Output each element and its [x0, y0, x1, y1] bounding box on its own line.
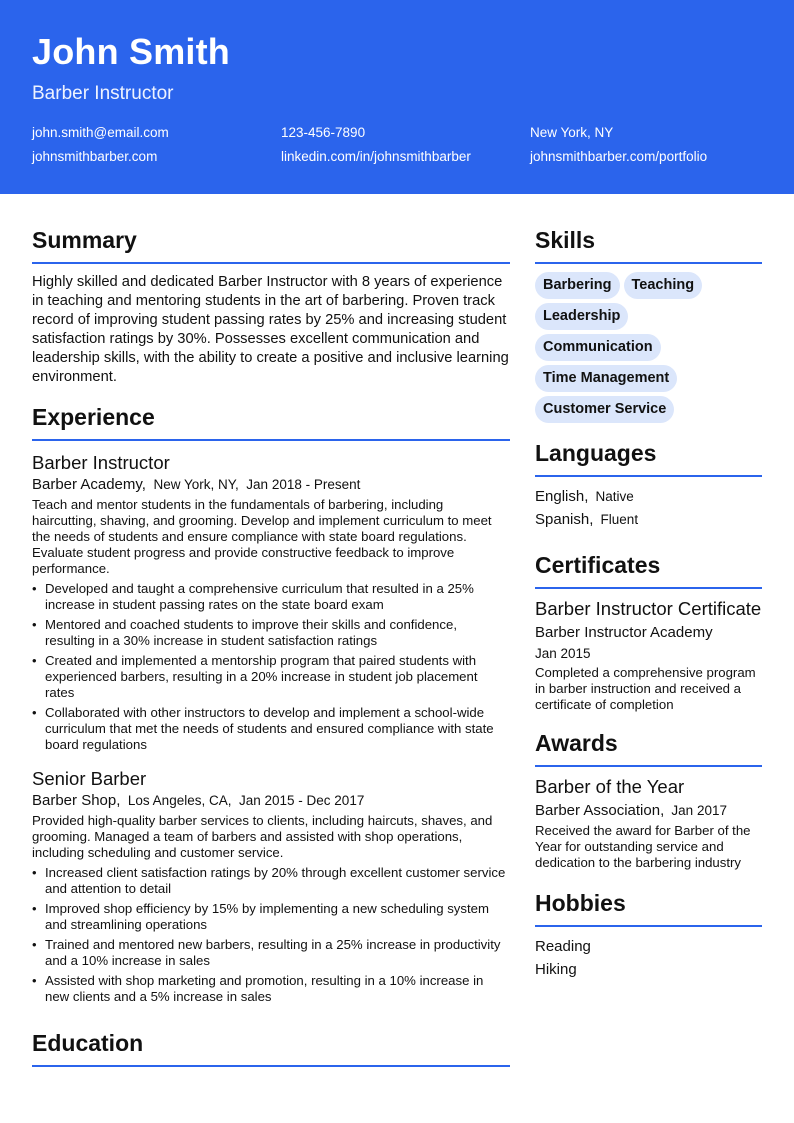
- achievement-item: • Improved shop efficiency by 15% by implementing a new scheduling system and streamlining operations: [32, 901, 510, 933]
- portfolio-link[interactable]: johnsmithbarber.com/portfolio: [530, 148, 708, 164]
- award-meta: [535, 800, 762, 822]
- languages-list: [535, 485, 762, 531]
- language-level: Native: [595, 489, 634, 504]
- achievement-item: • Developed and taught a comprehensive curriculum that resulted in a 25% increase in student passing rates on the state board exam: [32, 581, 510, 613]
- achievement-list: [32, 581, 510, 753]
- location: New York, NY: [530, 124, 614, 140]
- candidate-role: Barber Instructor: [32, 83, 174, 104]
- hobby-item: Hiking: [535, 961, 577, 978]
- experience-item: [32, 451, 510, 753]
- job-location: Los Angeles, CA,: [127, 793, 232, 808]
- award-date: Jan 2017: [671, 803, 727, 818]
- section-title: Certificates: [535, 547, 762, 589]
- section-title: Hobbies: [535, 885, 762, 927]
- experience-item: [32, 767, 510, 1005]
- hobbies-section: [535, 885, 762, 981]
- skill-chip: Barbering: [535, 272, 620, 299]
- awards-section: [535, 725, 762, 871]
- award-name: Barber of the Year: [535, 776, 685, 797]
- language-name: Spanish,: [535, 511, 594, 528]
- email-link[interactable]: john.smith@email.com: [32, 124, 169, 140]
- hobbies-list: [535, 935, 762, 981]
- certificate-name: Barber Instructor Certificate: [535, 598, 762, 619]
- company-name: Barber Shop,: [32, 792, 121, 809]
- job-dates: Jan 2018 - Present: [246, 477, 361, 492]
- linkedin-link[interactable]: linkedin.com/in/johnsmithbarber: [281, 148, 471, 164]
- job-description: Provided high-quality barber services to clients, including haircuts, shaves, and grooming. Managed a team of barbers and assisted with shop operations, including scheduling and customer service.: [32, 813, 493, 860]
- job-meta: [32, 475, 510, 495]
- achievement-item: • Mentored and coached students to improve their skills and confidence, resulting in a 30% increase in student satisfaction ratings: [32, 617, 510, 649]
- certificate-date: Jan 2015: [535, 646, 591, 661]
- section-title: Summary: [32, 222, 510, 264]
- section-title: Experience: [32, 399, 510, 441]
- certificate-description: Completed a comprehensive program in barber instruction and received a certificate of completion: [535, 665, 756, 712]
- phone-number: 123-456-7890: [281, 124, 366, 140]
- left-column: [32, 222, 510, 1067]
- language-level: Fluent: [600, 512, 639, 527]
- right-column: [535, 222, 762, 981]
- experience-section: [32, 399, 510, 1005]
- skill-chip: Leadership: [535, 303, 628, 330]
- resume-header: [0, 0, 794, 194]
- job-meta: [32, 791, 510, 811]
- section-title: Languages: [535, 435, 762, 477]
- contact-info: [32, 120, 762, 168]
- language-name: English,: [535, 488, 589, 505]
- contact-row: [32, 144, 762, 168]
- achievement-item: • Created and implemented a mentorship program that paired students with experienced barbers, resulting in a 20% increase in student job placement rates: [32, 653, 510, 701]
- certificate-issuer: Barber Instructor Academy: [535, 624, 713, 641]
- skill-chip: Customer Service: [535, 396, 674, 423]
- candidate-name: John Smith: [32, 31, 230, 72]
- achievement-list: [32, 865, 510, 1005]
- achievement-item: • Increased client satisfaction ratings by 20% through excellent customer service and attention to detail: [32, 865, 510, 897]
- skills-section: [535, 222, 762, 427]
- award-issuer: Barber Association,: [535, 802, 665, 819]
- skill-chip: Teaching: [624, 272, 703, 299]
- skill-chip: Time Management: [535, 365, 677, 392]
- section-title: Skills: [535, 222, 762, 264]
- job-location: New York, NY,: [153, 477, 239, 492]
- section-title: Awards: [535, 725, 762, 767]
- education-section: [32, 1025, 510, 1067]
- hobby-item: Reading: [535, 938, 591, 955]
- job-title: Barber Instructor: [32, 452, 170, 473]
- languages-section: [535, 435, 762, 531]
- contact-row: [32, 120, 762, 144]
- language-item: [535, 485, 762, 508]
- achievement-item: • Trained and mentored new barbers, resulting in a 25% increase in productivity and a 10% increase in sales: [32, 937, 510, 969]
- achievement-item: • Assisted with shop marketing and promotion, resulting in a 10% increase in new clients and a 5% increase in sales: [32, 973, 510, 1005]
- section-title: Education: [32, 1025, 510, 1067]
- summary-section: [32, 222, 510, 387]
- award-description: Received the award for Barber of the Year for outstanding service and dedication to the barbering industry: [535, 823, 751, 870]
- company-name: Barber Academy,: [32, 476, 146, 493]
- website-link[interactable]: johnsmithbarber.com: [32, 148, 158, 164]
- certificates-section: [535, 547, 762, 713]
- job-title: Senior Barber: [32, 768, 147, 789]
- language-item: [535, 508, 762, 531]
- summary-text: Highly skilled and dedicated Barber Instructor with 8 years of experience in teaching and mentoring students in the art of barbering. Proven track record of improving student passing rates by 25% and increasing student satisfaction ratings by 30%. Possesses excellent communication and leadership skills, with the ability to create a positive and inclusive learning environment.: [32, 274, 509, 385]
- job-dates: Jan 2015 - Dec 2017: [239, 793, 365, 808]
- skills-list: [535, 272, 762, 427]
- achievement-item: • Collaborated with other instructors to develop and implement a school-wide curriculum that met the needs of students and ensured compliance with state board regulations: [32, 705, 510, 753]
- job-description: Teach and mentor students in the fundamentals of barbering, including haircutting, shaving, and grooming. Develop and implement curriculum to meet the needs of students and ensure compliance with state board regulations. Evaluate student progress and provide constructive feedback to improve performance.: [32, 497, 492, 576]
- skill-chip: Communication: [535, 334, 661, 361]
